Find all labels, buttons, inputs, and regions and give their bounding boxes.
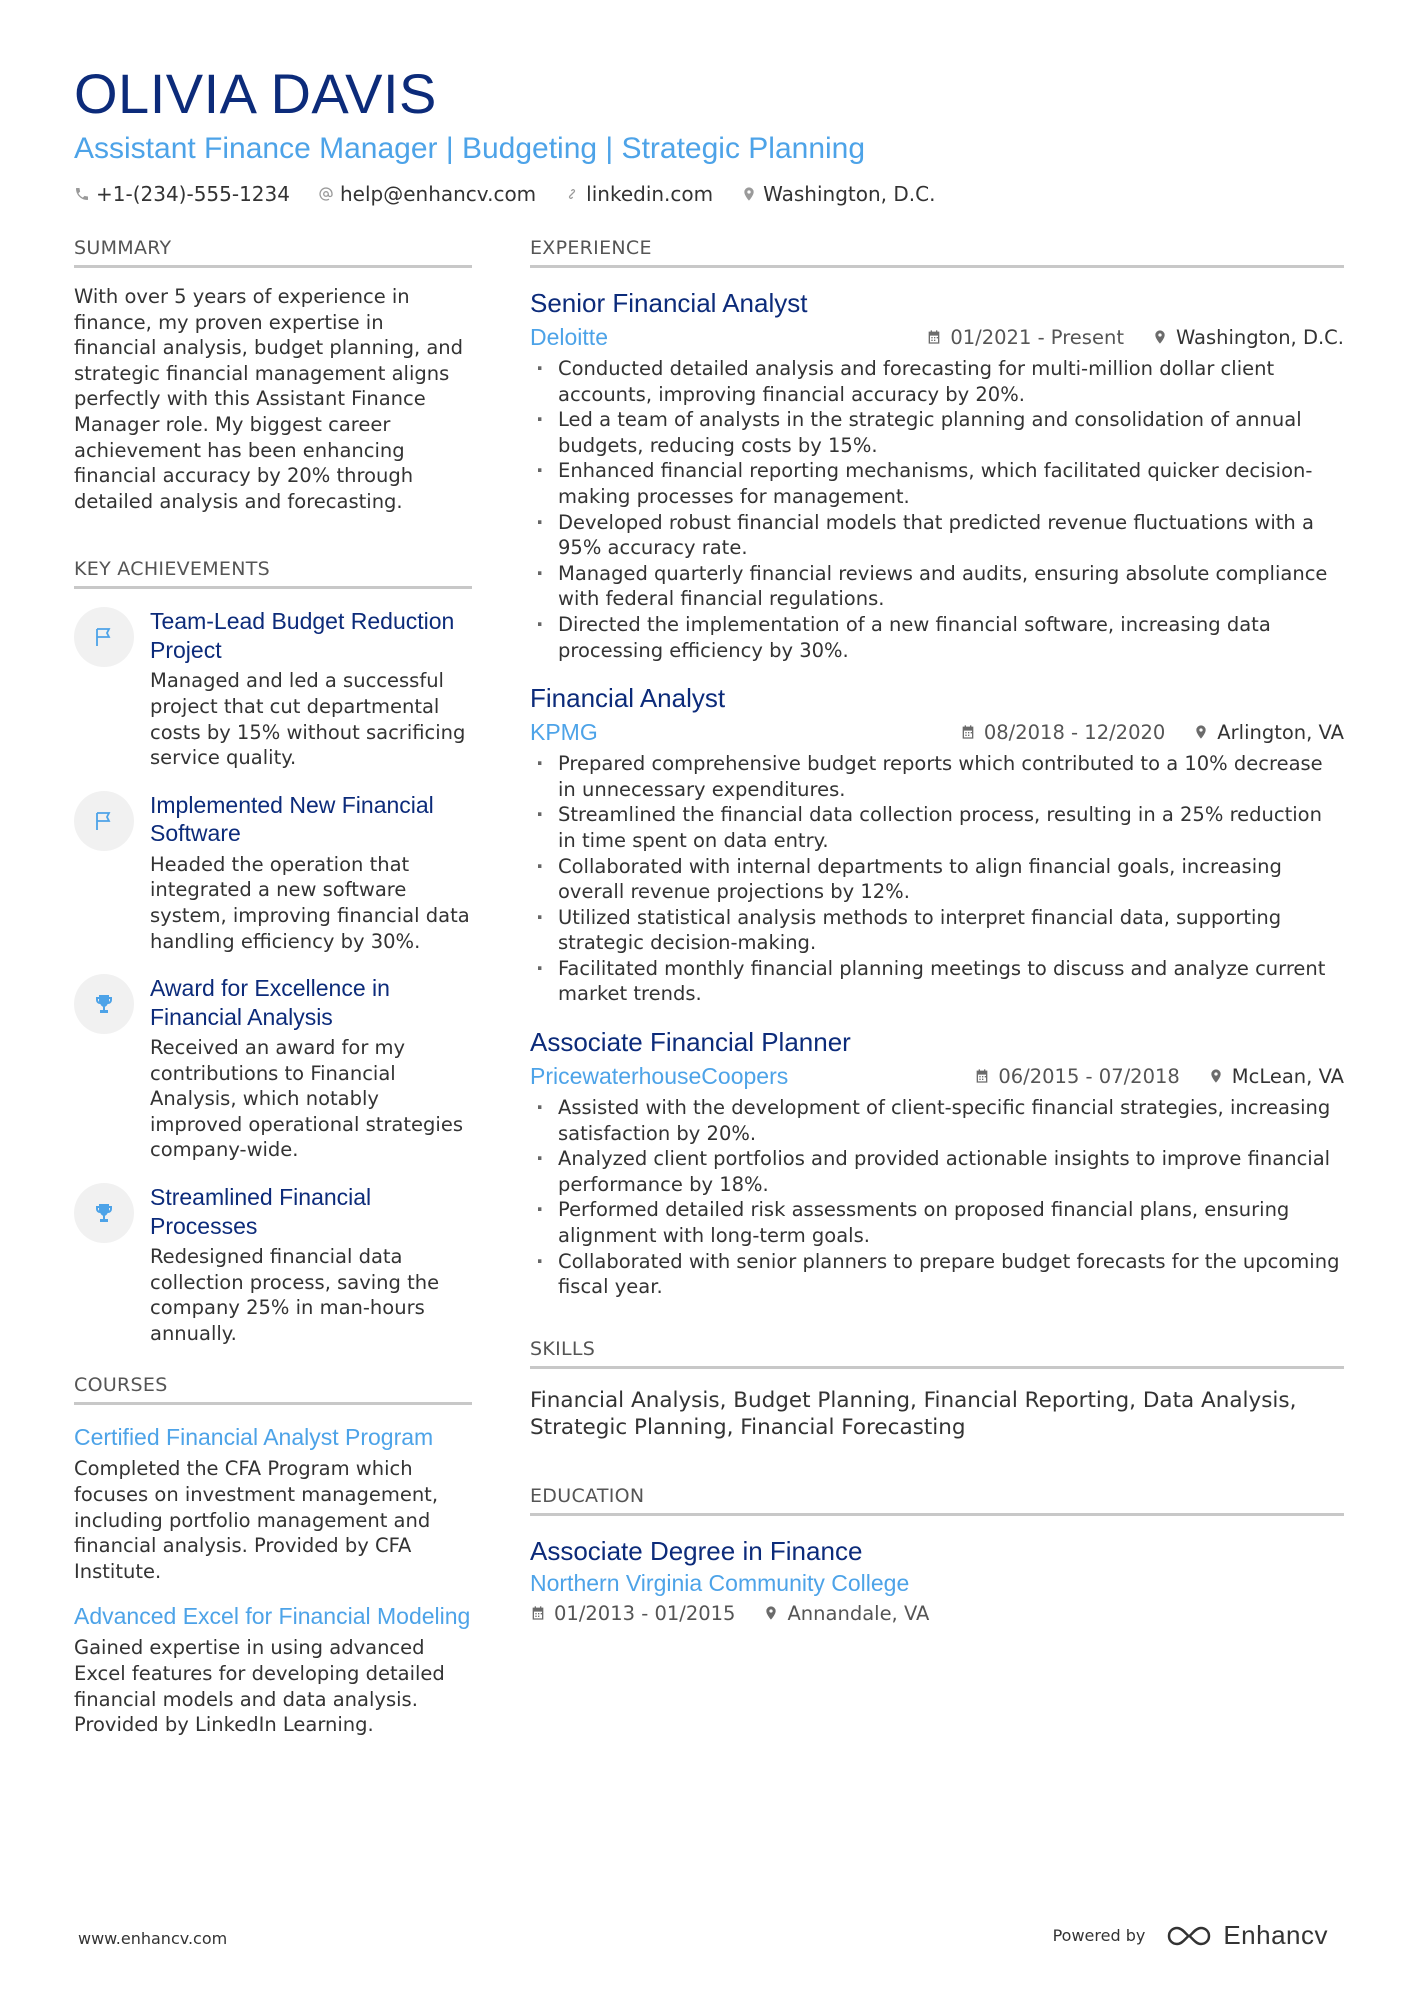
email-text: help@enhancv.com — [339, 182, 537, 206]
achievement-desc: Managed and led a successful project that cut departmental costs by 15% without sacrificing service quality. — [150, 669, 466, 770]
location-pin-icon — [741, 186, 757, 202]
education-section — [530, 1485, 1344, 1625]
infinity-logo-icon — [1165, 1922, 1213, 1950]
job-bullet: · Led a team of analysts in the strategic planning and consolidation of annual budgets, reducing costs by 15%. — [530, 407, 1344, 458]
job-bullet: · Performed detailed risk assessments on proposed financial plans, ensuring alignment with long-term goals. — [530, 1197, 1344, 1248]
flag-icon — [92, 625, 116, 649]
school-name: Northern Virginia Community College — [530, 1569, 910, 1596]
job-bullet: · Enhanced financial reporting mechanisms, which facilitated quicker decision-making processes for management. — [530, 458, 1344, 509]
job-bullet: · Facilitated monthly financial planning meetings to discuss and analyze current market trends. — [530, 956, 1344, 1007]
course-item — [74, 1602, 472, 1737]
achievement-item — [74, 607, 472, 770]
achievement-desc: Headed the operation that integrated a new software system, improving financial data handling efficiency by 30%. — [150, 852, 470, 953]
job-bullet: · Collaborated with senior planners to prepare budget forecasts for the upcoming fiscal year. — [530, 1249, 1344, 1300]
candidate-name: OLIVIA DAVIS — [74, 62, 437, 125]
section-title-education: EDUCATION — [530, 1485, 1344, 1516]
location-pin-icon — [1208, 1067, 1224, 1085]
course-desc: Completed the CFA Program which focuses on investment management, including portfolio management and financial analysis. Provided by CFA Institute. — [74, 1457, 439, 1583]
company-name: KPMG — [530, 719, 598, 746]
candidate-tagline: Assistant Finance Manager | Budgeting | Strategic Planning — [74, 132, 866, 165]
job-bullet: · Developed robust financial models that predicted revenue fluctuations with a 95% accuracy rate. — [530, 510, 1344, 561]
achievement-title: Streamlined Financial Processes — [150, 1184, 372, 1239]
course-title: Advanced Excel for Financial Modeling — [74, 1603, 471, 1630]
job-bullets — [530, 751, 1344, 1007]
courses-section — [74, 1374, 472, 1737]
powered-by-label: Powered by — [1052, 1926, 1146, 1945]
achievement-title: Implemented New Financial Software — [150, 791, 434, 847]
contact-email[interactable] — [318, 182, 536, 206]
job-title: Senior Financial Analyst — [530, 288, 808, 318]
job-location: Arlington, VA — [1217, 720, 1344, 744]
contact-bar — [74, 182, 1344, 206]
enhancv-logo[interactable] — [1165, 1920, 1328, 1951]
company-name: PricewaterhouseCoopers — [530, 1063, 789, 1090]
job-bullet: · Prepared comprehensive budget reports which contributed to a 10% decrease in unnecessary expenditures. — [530, 751, 1344, 802]
skills-section — [530, 1338, 1344, 1441]
experience-section — [530, 237, 1344, 1300]
achievement-item — [74, 974, 472, 1163]
phone-text: +1-(234)-555-1234 — [96, 182, 290, 206]
degree-title: Associate Degree in Finance — [530, 1535, 863, 1566]
calendar-icon — [974, 1067, 990, 1085]
trophy-icon — [92, 992, 116, 1016]
job-bullet: · Streamlined the financial data collection process, resulting in a 25% reduction in time spent on data entry. — [530, 802, 1344, 853]
achievement-desc: Received an award for my contributions to Financial Analysis, which notably improved operational strategies company-wide. — [150, 1036, 463, 1162]
course-title: Certified Financial Analyst Program — [74, 1424, 434, 1451]
phone-icon — [74, 186, 90, 202]
job-bullet: · Assisted with the development of client-specific financial strategies, increasing satisfaction by 20%. — [530, 1095, 1344, 1146]
skills-text: Financial Analysis, Budget Planning, Financial Reporting, Data Analysis, Strategic Planning, Financial Forecasting — [530, 1387, 1297, 1440]
linkedin-text: linkedin.com — [586, 182, 714, 206]
trophy-icon — [92, 1201, 116, 1225]
course-item — [74, 1423, 472, 1584]
calendar-icon — [960, 723, 976, 741]
job-location: Washington, D.C. — [1175, 325, 1344, 349]
brand-name: Enhancv — [1223, 1920, 1328, 1950]
footer-branding — [1053, 1920, 1328, 1951]
section-title-skills: SKILLS — [530, 1338, 1344, 1369]
job-entry — [530, 1025, 1344, 1300]
job-bullet: · Collaborated with internal departments to align financial goals, increasing overall revenue projections by 12%. — [530, 854, 1344, 905]
job-title: Financial Analyst — [530, 683, 726, 714]
job-dates: 08/2018 - 12/2020 — [983, 720, 1166, 744]
section-title-courses: COURSES — [74, 1374, 472, 1405]
job-dates: 06/2015 - 07/2018 — [998, 1064, 1180, 1088]
achievement-title: Award for Excellence in Financial Analysis — [150, 975, 390, 1030]
achievements-section — [74, 558, 472, 1346]
job-bullet: · Managed quarterly financial reviews and audits, ensuring absolute compliance with federal financial regulations. — [530, 561, 1344, 612]
contact-location — [741, 182, 935, 206]
job-bullet: · Conducted detailed analysis and forecasting for multi-million dollar client accounts, improving financial accuracy by 20%. — [530, 356, 1344, 407]
location-pin-icon — [1193, 723, 1209, 741]
location-pin-icon — [1152, 328, 1168, 346]
section-title-experience: EXPERIENCE — [530, 237, 1344, 268]
calendar-icon — [530, 1604, 546, 1622]
job-bullets — [530, 356, 1344, 663]
company-name: Deloitte — [530, 324, 608, 350]
left-column — [74, 237, 472, 1738]
job-bullets — [530, 1095, 1344, 1300]
summary-section — [74, 237, 472, 514]
education-entry — [530, 1534, 1344, 1625]
section-title-summary: SUMMARY — [74, 237, 472, 268]
flag-icon — [92, 809, 116, 833]
job-bullet: · Analyzed client portfolios and provided actionable insights to improve financial performance by 18%. — [530, 1146, 1344, 1197]
job-title: Associate Financial Planner — [530, 1027, 851, 1058]
education-dates: 01/2013 - 01/2015 — [554, 1601, 736, 1625]
achievement-title: Team-Lead Budget Reduction Project — [150, 608, 455, 663]
at-icon — [318, 186, 334, 202]
resume-header — [74, 60, 1344, 206]
location-text: Washington, D.C. — [763, 182, 936, 206]
job-location: McLean, VA — [1231, 1064, 1344, 1088]
contact-phone — [74, 182, 290, 206]
achievement-item — [74, 1183, 472, 1346]
job-entry — [530, 681, 1344, 1007]
contact-linkedin[interactable] — [564, 182, 713, 206]
achievement-item — [74, 791, 472, 954]
location-pin-icon — [763, 1604, 779, 1622]
job-bullet: · Directed the implementation of a new financial software, increasing data processing efficiency by 30%. — [530, 612, 1344, 663]
summary-text: With over 5 years of experience in finance, my proven expertise in financial analysis, budget planning, and strategic financial management aligns perfectly with this Assistant Finance Manager role. My biggest career achievement has been enhancing financial accuracy by 20% through detailed analysis and forecasting. — [74, 285, 464, 513]
course-desc: Gained expertise in using advanced Excel features for developing detailed financial models and data analysis. Provided by LinkedIn Learning. — [74, 1636, 445, 1737]
job-dates: 01/2021 - Present — [950, 325, 1124, 349]
right-column — [530, 237, 1344, 1625]
job-bullet: · Utilized statistical analysis methods to interpret financial data, supporting strategic decision-making. — [530, 905, 1344, 956]
calendar-icon — [926, 328, 942, 346]
education-location: Annandale, VA — [787, 1601, 930, 1625]
section-title-achievements: KEY ACHIEVEMENTS — [74, 558, 472, 589]
job-entry — [530, 286, 1344, 663]
footer-website[interactable]: www.enhancv.com — [78, 1929, 228, 1948]
link-icon — [564, 186, 580, 202]
achievement-desc: Redesigned financial data collection process, saving the company 25% in man-hours annually. — [150, 1245, 440, 1345]
